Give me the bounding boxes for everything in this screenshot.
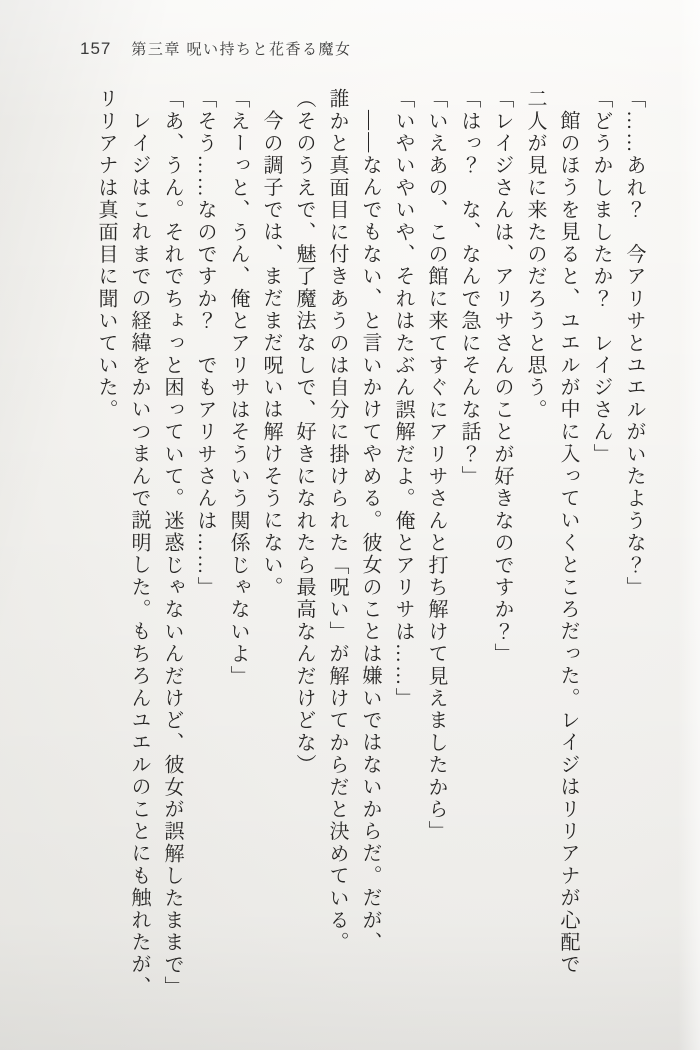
text-column: 「レイジさんは、アリサさんのことが好きなのですか？」 <box>491 88 513 666</box>
text-column: 「はっ？ な、なんで急にそんな話？」 <box>458 88 480 488</box>
page-number: 157 <box>80 39 112 58</box>
text-column: （そのうえで、魅了魔法なしで、好きになれたら最高なんだけどな） <box>293 88 315 777</box>
text-column: レイジはこれまでの経緯をかいつまんで説明した。もちろんユエルのことにも触れたが、 <box>128 110 150 998</box>
text-column: 「えーっと、うん、俺とアリサはそういう関係じゃないよ」 <box>227 88 249 688</box>
text-column: 「そう……なのですか？ でもアリサさんは……」 <box>194 88 216 599</box>
text-column: 「……あれ？ 今アリサとユエルがいたような？」 <box>623 88 645 599</box>
text-column: 誰かと真面目に付きあうのは自分に掛けられた「呪い」が解けてからだと決めている。 <box>326 88 348 954</box>
text-column: 二人が見に来たのだろうと思う。 <box>524 88 546 421</box>
chapter-title: 第三章 呪い持ちと花香る魔女 <box>131 41 352 58</box>
page-outer-edge <box>678 0 700 1050</box>
text-column: 「あ、うん。それでちょっと困っていて。迷惑じゃないんだけど、彼女が誤解したままで」 <box>161 88 183 999</box>
text-column: 館のほうを見ると、ユエルが中に入っていくところだった。レイジはリリアナが心配で <box>557 110 579 976</box>
text-column: ――なんでもない、と言いかけてやめる。彼女のことは嫌いではないからだ。だが、 <box>359 110 381 954</box>
text-column: 今の調子では、まだまだ呪いは解けそうにない。 <box>260 110 282 599</box>
text-column: 「いやいやいや、それはたぶん誤解だよ。俺とアリサは……」 <box>392 88 414 710</box>
text-column: 「いえあの、この館に来てすぐにアリサさんと打ち解けて見えましたから」 <box>425 88 447 843</box>
text-column: 「どうかしましたか？ レイジさん」 <box>590 88 612 466</box>
vertical-text-block <box>89 88 650 1006</box>
text-column: リリアナは真面目に聞いていた。 <box>95 88 117 421</box>
running-head <box>80 38 352 59</box>
